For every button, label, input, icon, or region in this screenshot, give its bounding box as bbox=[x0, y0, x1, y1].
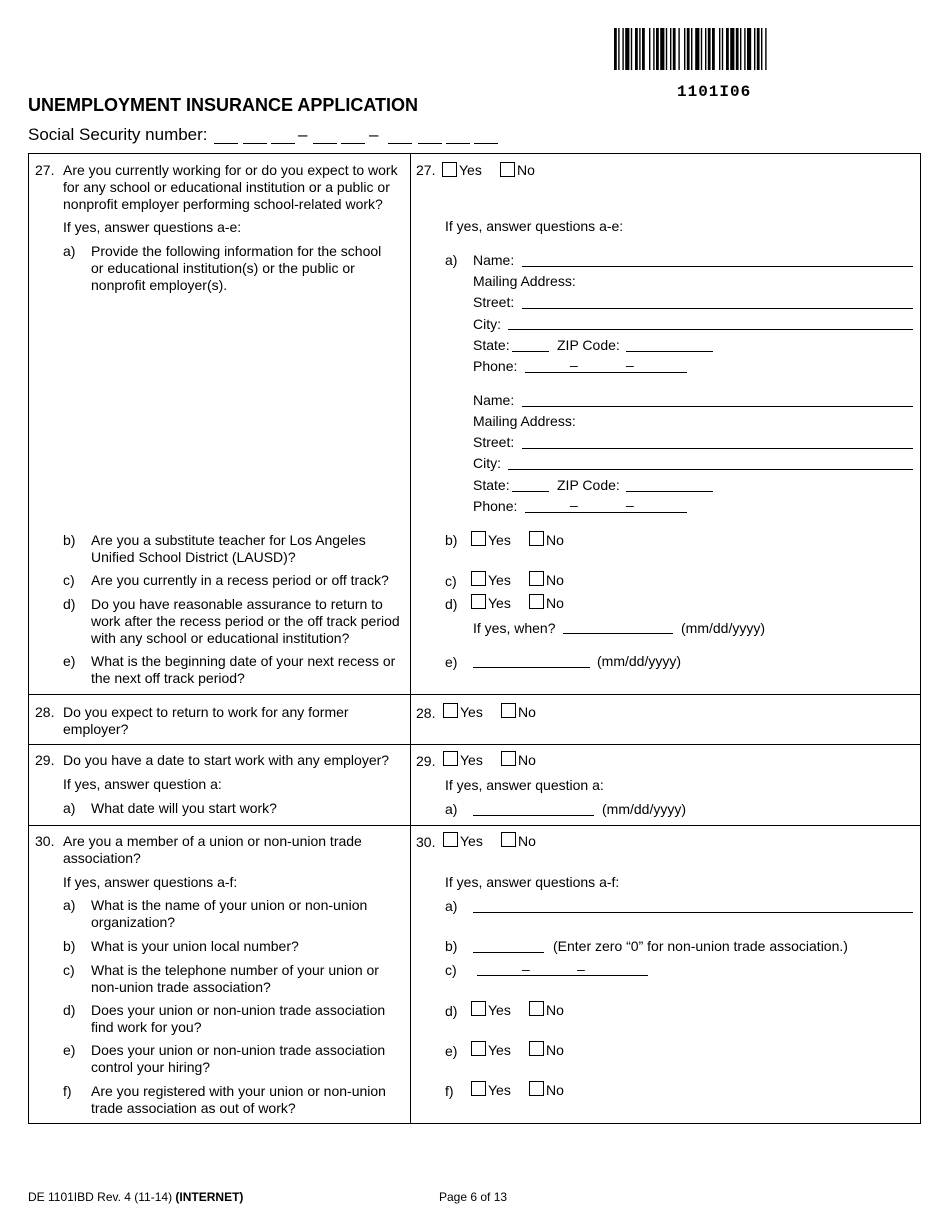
q28-number: 28. bbox=[35, 704, 55, 720]
q30-number: 30. bbox=[35, 833, 55, 849]
yes-label: Yes bbox=[488, 1002, 511, 1018]
employer1-city-field[interactable] bbox=[508, 329, 913, 330]
if-yes-when-label: If yes, when? bbox=[473, 620, 556, 636]
date-format-label: (mm/dd/yyyy) bbox=[681, 620, 765, 636]
form-code: 1101I06 bbox=[677, 83, 752, 101]
footer-page-number: Page 6 of 13 bbox=[439, 1190, 508, 1204]
yes-label: Yes bbox=[460, 833, 483, 849]
q27-no-checkbox[interactable] bbox=[500, 162, 515, 177]
q30e-answer-letter: e) bbox=[445, 1043, 458, 1059]
q29a-text: What date will you start work? bbox=[91, 800, 277, 816]
no-label: No bbox=[546, 595, 564, 611]
q30c-phone-field[interactable] bbox=[477, 975, 648, 976]
yes-label: Yes bbox=[488, 572, 511, 588]
yes-label: Yes bbox=[459, 162, 482, 178]
no-label: No bbox=[546, 1002, 564, 1018]
q30f-text: Are you registered with your union or non-union trade association as out of work? bbox=[91, 1083, 386, 1116]
footer-form-id bbox=[28, 1190, 243, 1204]
q30-answer-number: 30. bbox=[416, 834, 436, 850]
street-label: Street: bbox=[473, 294, 515, 310]
q30d-answer-letter: d) bbox=[445, 1003, 458, 1019]
footer-form-number: DE 1101IBD Rev. 4 (11-14) bbox=[28, 1190, 173, 1204]
employer1-state-field[interactable] bbox=[512, 351, 549, 352]
column-divider bbox=[410, 153, 411, 1124]
phone-dash: – bbox=[577, 961, 585, 977]
phone-dash: – bbox=[570, 357, 578, 373]
q27d-yes-checkbox[interactable] bbox=[471, 594, 486, 609]
q27-number: 27. bbox=[35, 162, 55, 178]
q28-yes-checkbox[interactable] bbox=[443, 703, 458, 718]
q30d-yes-checkbox[interactable] bbox=[471, 1001, 486, 1016]
employer2-name-field[interactable] bbox=[522, 406, 913, 407]
yes-label: Yes bbox=[488, 1042, 511, 1058]
state-label: State: bbox=[473, 477, 510, 493]
q27-answer-number: 27. bbox=[416, 162, 436, 178]
q29a-date-field[interactable] bbox=[473, 815, 594, 816]
q28-answer-number: 28. bbox=[416, 705, 436, 721]
q29a-answer-letter: a) bbox=[445, 801, 458, 817]
q27-answer-if-yes: If yes, answer questions a-e: bbox=[445, 218, 624, 234]
q29-answer-number: 29. bbox=[416, 753, 436, 769]
q30b-answer-letter: b) bbox=[445, 938, 458, 954]
q28-no-checkbox[interactable] bbox=[501, 703, 516, 718]
mailing-label: Mailing Address: bbox=[473, 413, 576, 429]
date-format-label: (mm/dd/yyyy) bbox=[602, 801, 686, 817]
q27c-no-checkbox[interactable] bbox=[529, 571, 544, 586]
q30d-text: Does your union or non-union trade association find work for you? bbox=[91, 1002, 386, 1035]
q30a-letter: a) bbox=[63, 897, 76, 913]
q27d-date-field[interactable] bbox=[563, 633, 673, 634]
q28-text: Do you expect to return to work for any former employer? bbox=[63, 704, 349, 737]
row-divider bbox=[28, 744, 921, 745]
q30c-answer-letter: c) bbox=[445, 962, 457, 978]
name-label: Name: bbox=[473, 252, 515, 268]
yes-label: Yes bbox=[460, 704, 483, 720]
q30d-letter: d) bbox=[63, 1002, 76, 1018]
q27c-yes-checkbox[interactable] bbox=[471, 571, 486, 586]
no-label: No bbox=[518, 752, 536, 768]
q27b-yes-checkbox[interactable] bbox=[471, 531, 486, 546]
q30e-text: Does your union or non-union trade association control your hiring? bbox=[91, 1042, 386, 1075]
q30a-union-name-field[interactable] bbox=[473, 912, 913, 913]
q27-text: Are you currently working for or do you expect to work for any school or educational institution or a public or nonprofit employer performing school-related work? bbox=[63, 162, 398, 212]
q30c-letter: c) bbox=[63, 962, 75, 978]
mailing-label: Mailing Address: bbox=[473, 273, 576, 289]
phone-dash: – bbox=[626, 357, 634, 373]
q27c-answer-letter: c) bbox=[445, 573, 457, 589]
no-label: No bbox=[546, 1082, 564, 1098]
phone-dash: – bbox=[626, 497, 634, 513]
employer1-street-field[interactable] bbox=[522, 308, 913, 309]
q27c-text: Are you currently in a recess period or off track? bbox=[91, 572, 389, 588]
no-label: No bbox=[518, 833, 536, 849]
q27a-text: Provide the following information for the school or educational institution(s) or the public or nonprofit employer(s). bbox=[91, 243, 382, 293]
employer2-zip-field[interactable] bbox=[626, 491, 713, 492]
q27b-letter: b) bbox=[63, 532, 76, 548]
no-label: No bbox=[546, 1042, 564, 1058]
q29-no-checkbox[interactable] bbox=[501, 751, 516, 766]
q29-yes-checkbox[interactable] bbox=[443, 751, 458, 766]
q30b-text: What is your union local number? bbox=[91, 938, 299, 954]
q30f-letter: f) bbox=[63, 1083, 72, 1099]
q27-if-yes: If yes, answer questions a-e: bbox=[63, 219, 242, 235]
q30e-no-checkbox[interactable] bbox=[529, 1041, 544, 1056]
no-label: No bbox=[546, 532, 564, 548]
q29-number: 29. bbox=[35, 752, 55, 768]
yes-label: Yes bbox=[488, 1082, 511, 1098]
q29a-letter: a) bbox=[63, 800, 76, 816]
q27b-no-checkbox[interactable] bbox=[529, 531, 544, 546]
ssn-label: Social Security number: bbox=[28, 125, 208, 144]
phone-dash: – bbox=[570, 497, 578, 513]
employer2-street-field[interactable] bbox=[522, 448, 913, 449]
phone-label: Phone: bbox=[473, 358, 518, 374]
phone-label: Phone: bbox=[473, 498, 518, 514]
q27b-answer-letter: b) bbox=[445, 532, 458, 548]
employer2-city-field[interactable] bbox=[508, 469, 913, 470]
yes-label: Yes bbox=[488, 595, 511, 611]
street-label: Street: bbox=[473, 434, 515, 450]
q27d-no-checkbox[interactable] bbox=[529, 594, 544, 609]
q30-if-yes: If yes, answer questions a-f: bbox=[63, 874, 238, 890]
q30-yes-checkbox[interactable] bbox=[443, 832, 458, 847]
no-label: No bbox=[546, 572, 564, 588]
q27-yes-checkbox[interactable] bbox=[442, 162, 457, 177]
date-format-label: (mm/dd/yyyy) bbox=[597, 653, 681, 669]
q30f-no-checkbox[interactable] bbox=[529, 1081, 544, 1096]
state-label: State: bbox=[473, 337, 510, 353]
q29-text: Do you have a date to start work with any employer? bbox=[63, 752, 390, 768]
footer-internet: (INTERNET) bbox=[175, 1190, 244, 1204]
q30a-answer-letter: a) bbox=[445, 898, 458, 914]
q27d-letter: d) bbox=[63, 596, 76, 612]
employer1-phone-field[interactable] bbox=[525, 372, 687, 373]
barcode bbox=[614, 28, 818, 70]
q30e-letter: e) bbox=[63, 1042, 76, 1058]
q30b-note: (Enter zero “0” for non-union trade association.) bbox=[553, 938, 848, 954]
q30f-yes-checkbox[interactable] bbox=[471, 1081, 486, 1096]
q27b-text: Are you a substitute teacher for Los Angeles Unified School District (LAUSD)? bbox=[91, 532, 366, 565]
city-label: City: bbox=[473, 316, 501, 332]
q30-text: Are you a member of a union or non-union trade association? bbox=[63, 833, 362, 866]
q27e-text: What is the beginning date of your next recess or the next off track period? bbox=[91, 653, 396, 686]
employer1-zip-field[interactable] bbox=[626, 351, 713, 352]
q29-if-yes: If yes, answer question a: bbox=[63, 776, 222, 792]
q30-answer-if-yes: If yes, answer questions a-f: bbox=[445, 874, 620, 890]
q27e-date-field[interactable] bbox=[473, 667, 590, 668]
q30c-text: What is the telephone number of your union or non-union trade association? bbox=[91, 962, 379, 995]
q27a-letter: a) bbox=[63, 243, 76, 259]
yes-label: Yes bbox=[488, 532, 511, 548]
q27d-text: Do you have reasonable assurance to return to work after the recess period or the off track period with any school or educational institution? bbox=[91, 596, 400, 646]
employer1-name-field[interactable] bbox=[522, 266, 913, 267]
q27a-answer-letter: a) bbox=[445, 252, 458, 268]
city-label: City: bbox=[473, 455, 501, 471]
q30-no-checkbox[interactable] bbox=[501, 832, 516, 847]
q30a-text: What is the name of your union or non-union organization? bbox=[91, 897, 368, 930]
page-title: UNEMPLOYMENT INSURANCE APPLICATION bbox=[28, 95, 419, 115]
q30b-letter: b) bbox=[63, 938, 76, 954]
q27c-letter: c) bbox=[63, 572, 75, 588]
zip-label: ZIP Code: bbox=[557, 337, 620, 353]
q30d-no-checkbox[interactable] bbox=[529, 1001, 544, 1016]
q27e-letter: e) bbox=[63, 653, 76, 669]
yes-label: Yes bbox=[460, 752, 483, 768]
name-label: Name: bbox=[473, 392, 515, 408]
zip-label: ZIP Code: bbox=[557, 477, 620, 493]
no-label: No bbox=[517, 162, 535, 178]
no-label: No bbox=[518, 704, 536, 720]
phone-dash: – bbox=[522, 961, 530, 977]
row-divider bbox=[28, 825, 921, 826]
q27e-answer-letter: e) bbox=[445, 654, 458, 670]
employer2-phone-field[interactable] bbox=[525, 512, 687, 513]
q27d-answer-letter: d) bbox=[445, 596, 458, 612]
row-divider bbox=[28, 694, 921, 695]
employer2-state-field[interactable] bbox=[512, 491, 549, 492]
q30f-answer-letter: f) bbox=[445, 1083, 454, 1099]
q30b-local-number-field[interactable] bbox=[473, 952, 544, 953]
q30e-yes-checkbox[interactable] bbox=[471, 1041, 486, 1056]
q29-answer-if-yes: If yes, answer question a: bbox=[445, 777, 604, 793]
